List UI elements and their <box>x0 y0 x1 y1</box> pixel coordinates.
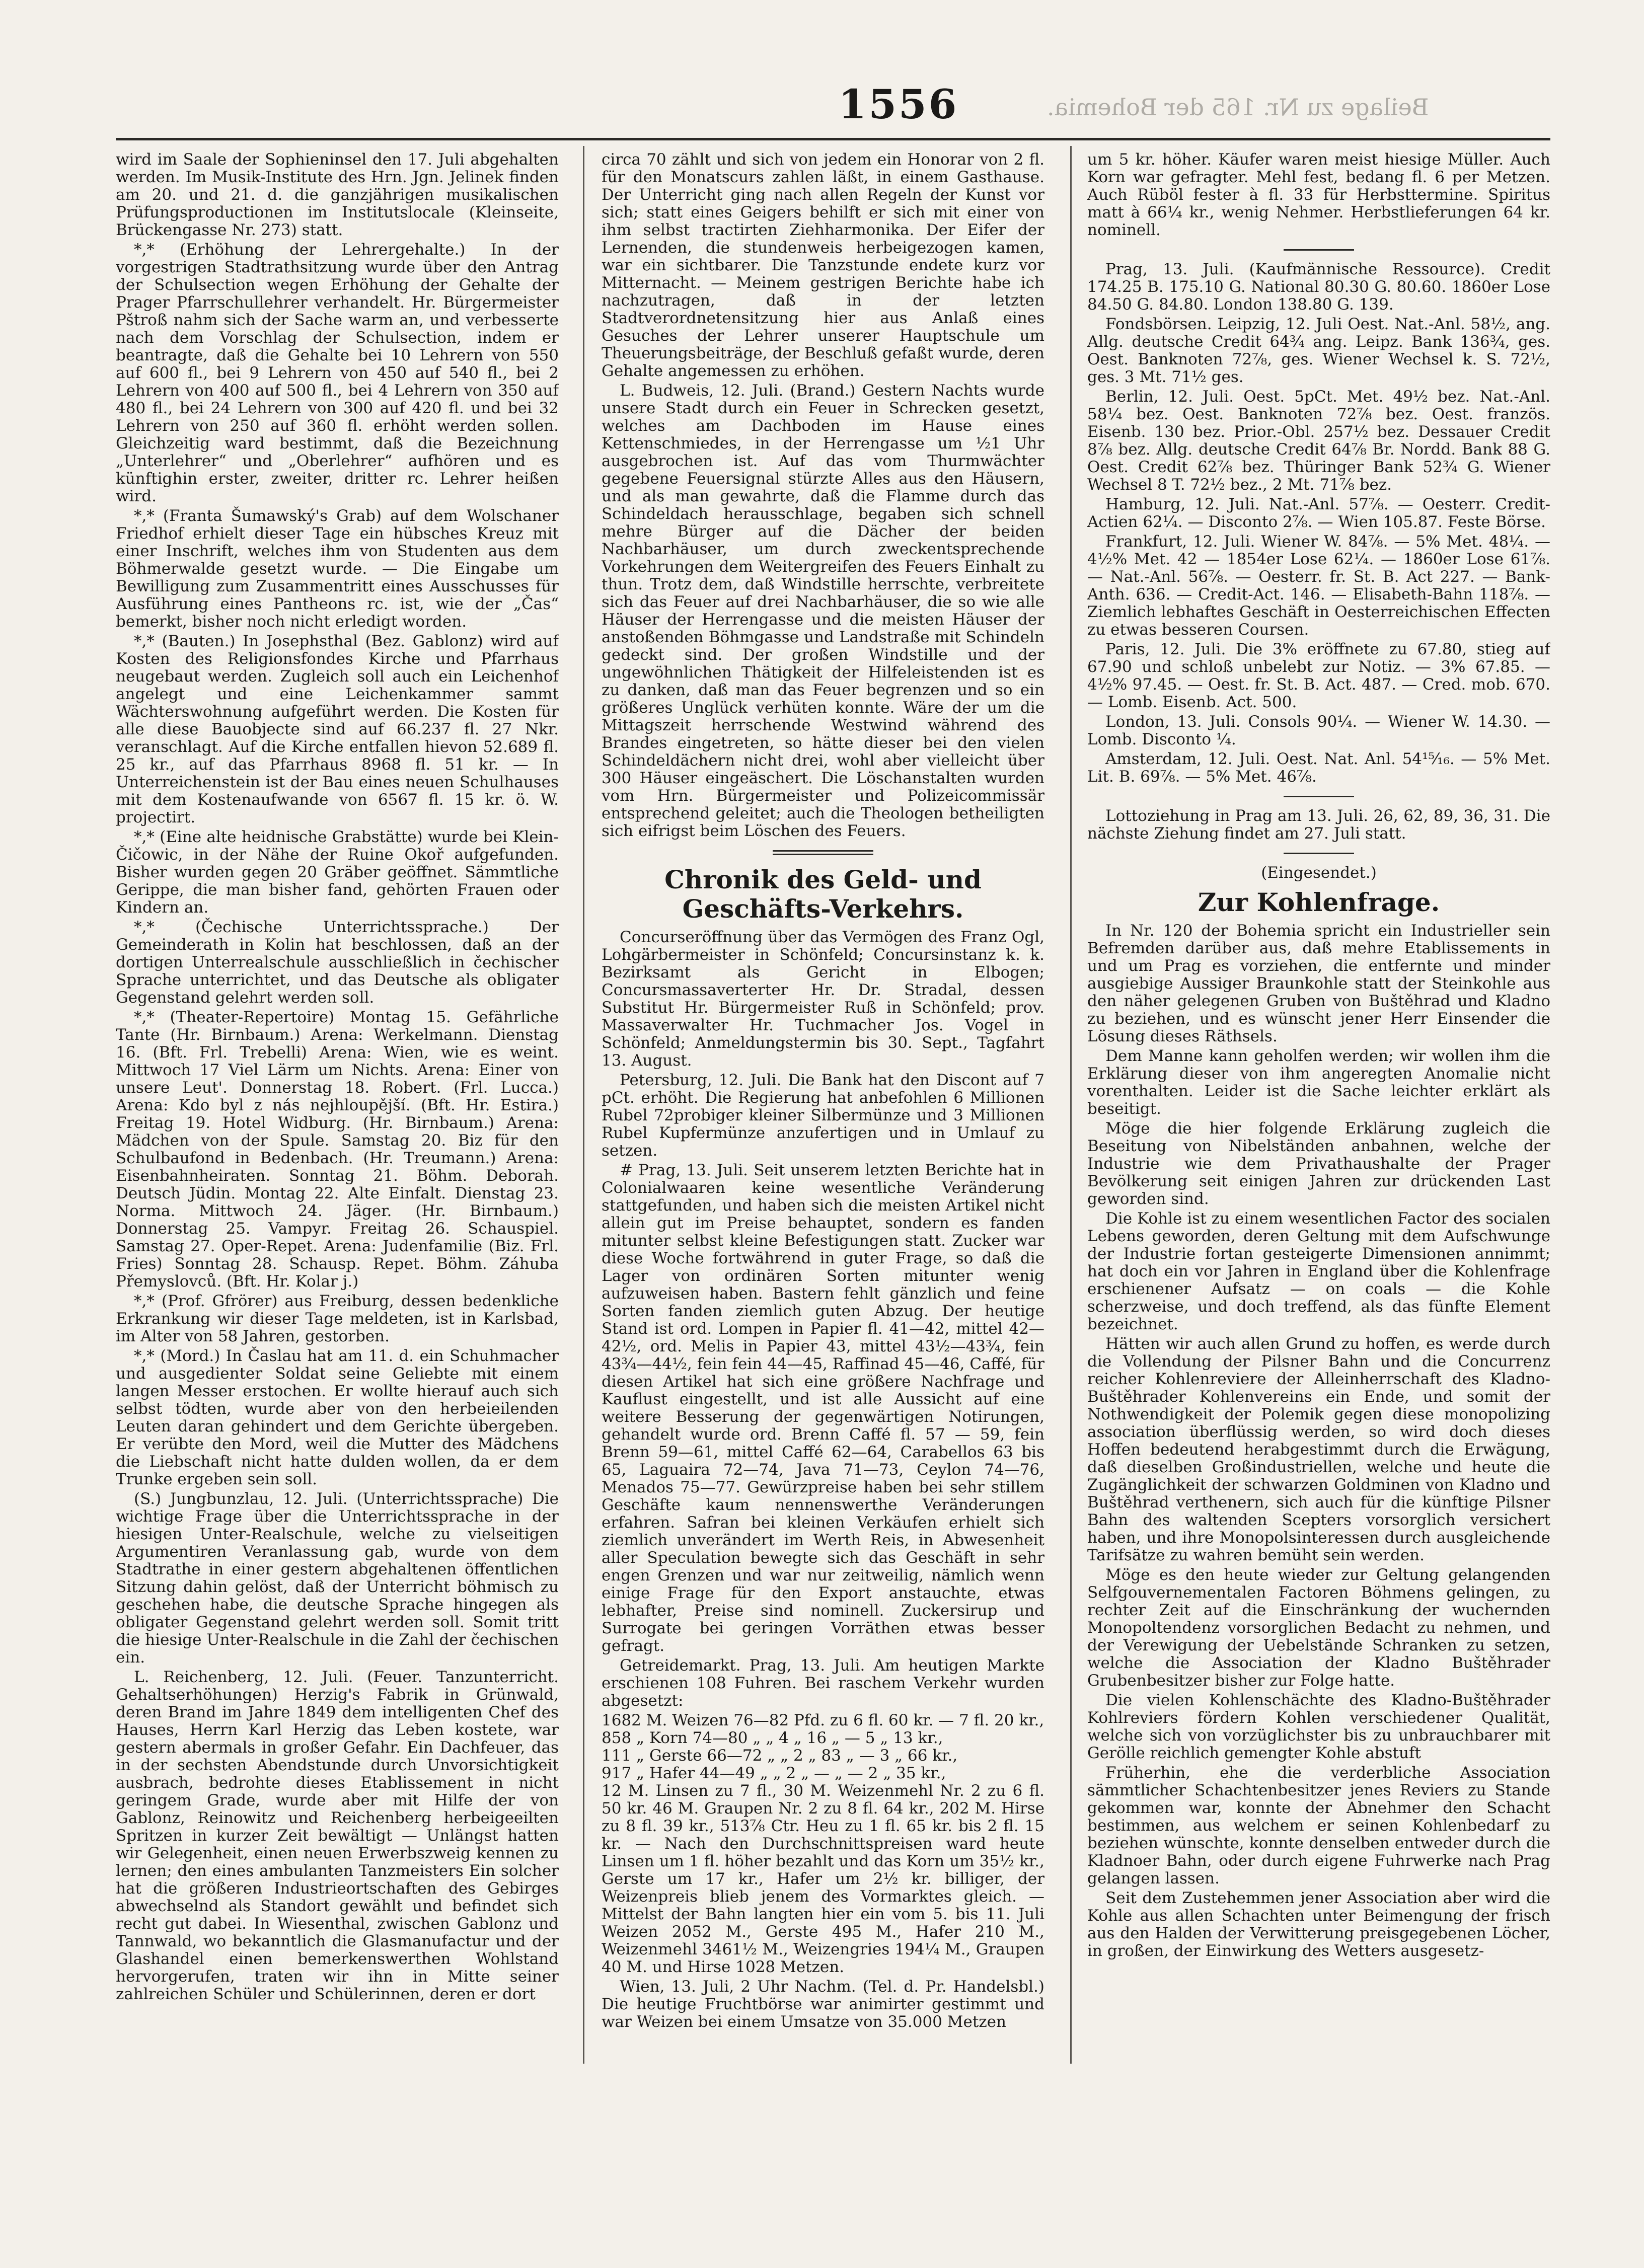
article-paragraph: *,* (Mord.) In Časlau hat am 11. d. ein Schuhmacher und ausgedienter Soldat seine Geliebte mit einem langen Messer erstochen. Er wollte hierauf auch sich selbst tödten, wurde aber von den herbeieilenden Leuten daran gehindert und dem Gerichte übergeben. Er verübte den Mord, weil die Mutter des Mädchens die Liebschaft nicht hatte dulden wollen, da er dem Trunke ergeben sein soll. <box>116 1347 559 1488</box>
article-paragraph: Amsterdam, 12. Juli. Oest. Nat. Anl. 54¹⁵⁄₁₆. — 5% Met. Lit. B. 69⅞. — 5% Met. 46⅞. <box>1087 750 1550 786</box>
article-paragraph: Möge die hier folgende Erklärung zugleich die Beseitung von Nibelständen anbahnen, welche der Industrie wie dem Privathaushalte der Prager Bevölkerung seit einigen Jahren zur drückenden Last geworden sind. <box>1087 1119 1550 1208</box>
grain-price-table <box>602 1712 1044 1782</box>
article-paragraph: *,* (Prof. Gfrörer) aus Freiburg, dessen bedenkliche Erkrankung wir dieser Tage meldeten, ist in Karlsbad, im Alter von 58 Jahren, gestorben. <box>116 1292 559 1345</box>
article-paragraph: Paris, 12. Juli. Die 3% eröffnete zu 67.80, stieg auf 67.90 und schloß unbelebt zur Notiz. — 3% 67.85. — 4½% 97.45. — Oest. fr. St. B. Act. 487. — Cred. mob. 670. — Lomb. Eisenb. Act. 500. <box>1087 640 1550 711</box>
article-paragraph: *,* (Bauten.) In Josephsthal (Bez. Gablonz) wird auf Kosten des Religionsfondes Kirche und Pfarrhaus neugebaut werden. Zugleich soll auch ein Leichenhof angelegt und eine Leichenkammer sammt Wächterswohnung aufgeführt werden. Die Kosten für alle diese Bauobjecte sind auf 66.237 fl. 27 Nkr. veranschlagt. Auf die Kirche entfallen hievon 52.689 fl. 25 kr., auf das Pfarrhaus 8968 fl. 51 kr. — In Unterreichenstein ist der Bau eines neuen Schulhauses mit dem Kostenaufwande von 6567 fl. 15 kr. ö. W. projectirt. <box>116 632 559 826</box>
page-header <box>116 75 1550 136</box>
article-paragraph: *,* (Eine alte heidnische Grabstätte) wurde bei Klein-Čičowic, in der Nähe der Ruine Okoř aufgefunden. Bisher wurden gegen 20 Gräber geöffnet. Sämmtliche Gerippe, die man bisher fand, gehörten Frauen oder Kindern an. <box>116 828 559 917</box>
article-paragraph: # Prag, 13. Juli. Seit unserem letzten Berichte hat in Colonialwaaren keine wesentliche Veränderung stattgefunden, und haben sich die meisten Artikel nicht allein gut im Preise behauptet, sondern es fanden mitunter selbst kleine Befestigungen statt. Zucker war diese Woche fortwährend in guter Frage, so daß die Lager von ordinären Sorten mitunter wenig aufzuweisen haben. Bastern fehlt gänzlich und feine Sorten fanden ziemlich guten Abzug. Der heutige Stand ist ord. Lompen in Papier fl. 41—42, mittel 42—42½, ord. Melis in Papier 43, mittel 43½—43¾, fein 43¾—44½, fein fein 44—45, Raffinad 45—46, Caffé, für diesen Artikel hat sich eine größere Nachfrage und Kauflust eingestellt, und ist alle Aussicht auf eine weitere Besserung der gegenwärtigen Notirungen, gehandelt wurde ord. Brenn Caffé fl. 57 — 59, fein Brenn 59—61, mittel Caffé 62—64, Carabellos 63 bis 65, Laguaira 72—74, Java 71—73, Ceylon 74—76, Menados 75—77. Gewürzpreise haben bei sehr stillem Geschäfte kaum nennenswerthe Veränderungen erfahren. Safran bei kleinen Verkäufen erhielt sich ziemlich unverändert im Werth Reis, in Abwesenheit aller Speculation bewegte sich das Geschäft in sehr engen Grenzen und war nur zeitweilig, nämlich wenn einige Frage für den Export anstauchte, etwas lebhafter, Preise sind nominell. Zuckersirup und Surrogate bei geringen Vorräthen etwas besser gefragt. <box>602 1161 1044 1655</box>
article-paragraph: (S.) Jungbunzlau, 12. Juli. (Unterrichtssprache) Die wichtige Frage über die Unterrichtssprache in der hiesigen Unter-Realschule, welche zu vielseitigen Argumentiren Veranlassung gab, wurde von dem Stadtrathe in einer gestern abgehaltenen öffentlichen Sitzung dahin gelöst, daß der Unterricht böhmisch zu geschehen habe, die deutsche Sprache hingegen als obligater Gegenstand gelehrt werden soll. Somit tritt die hiesige Unter-Realschule in die Zahl der čechischen ein. <box>116 1490 559 1667</box>
article-paragraph: Seit dem Zustehemmen jener Association aber wird die Kohle aus allen Schachten unter Beimengung der frisch aus den Halden der Verwitterung preisgegebenen Löcher, in großen, der Einwirkung des Wetters ausgesetz- <box>1087 1889 1550 1960</box>
article-paragraph: In Nr. 120 der Bohemia spricht ein Industrieller sein Befremden darüber aus, daß mehre Etablissements in und um Prag es vorziehen, die entfernte und minder ausgiebige Aussiger Braunkohle statt der Steinkohle aus den näher gelegenen Gruben von Buštěhrad und Kladno zu beziehen, und es wünscht jener Herr Einsender die Lösung dieses Räthsels. <box>1087 922 1550 1045</box>
page-number: 1556 <box>838 81 959 128</box>
article-paragraph: Fondsbörsen. Leipzig, 12. Juli Oest. Nat.-Anl. 58½, ang. Allg. deutsche Credit 64¾ ang. Leipz. Bank 136¾, ges. Oest. Banknoten 72⅞, ges. Wiener Wechsel k. S. 72½, ges. 3 Mt. 71½ ges. <box>1087 315 1550 386</box>
table-row: 917 „ Hafer 44—49 „ „ 2 „ — „ — 2 „ 35 kr., <box>602 1764 946 1782</box>
running-head-bleed-through: Beilage zu Nr. 165 der Bohemia. <box>1047 94 1429 121</box>
article-paragraph: Lottoziehung in Prag am 13. Juli. 26, 62, 89, 36, 31. Die nächste Ziehung findet am 27. Juli statt. <box>1087 807 1550 843</box>
table-row: 1682 M. Weizen 76—82 Pfd. zu 6 fl. 60 kr. — 7 fl. 20 kr., <box>602 1711 1044 1729</box>
article-title: Zur Kohlenfrage. <box>1198 887 1440 917</box>
article-paragraph: *,* (Erhöhung der Lehrergehalte.) In der vorgestrigen Stadtrathsitzung wurde über den Antrag der Schulsection wegen Erhöhung der Gehalte der Prager Pfarrschullehrer verhandelt. Hr. Bürgermeister Pštroß nahm sich der Sache warm an, und verbesserte nach dem Vorschlag der Schulsection, indem er beantragte, daß die Gehalte bei 10 Lehrern von 550 auf 600 fl., bei 9 Lehrern von 450 auf 540 fl., bei 2 Lehrern von 400 auf 500 fl., bei 4 Lehrern von 350 auf 480 fl., bei 24 Lehrern von 300 auf 420 fl. und bei 32 Lehrern von 250 auf 360 fl. erhöht werden sollen. Gleichzeitig ward bestimmt, daß die Bezeichnung „Unterlehrer“ und „Oberlehrer“ aufhören und es künftighin erster, zweiter, dritter rc. Lehrer heißen wird. <box>116 241 559 505</box>
section-divider <box>1284 796 1354 797</box>
article-paragraph: Die Kohle ist zu einem wesentlichen Factor des socialen Lebens geworden, deren Geltung mit dem Aufschwunge der Industrie fortan gesteigerte Dimensionen annimmt; hat doch ein vor Jahren in England über die Kohlenfrage erschienener Aufsatz — on coals — die Kohle scherzweise, und doch treffend, als das fünfte Element bezeichnet. <box>1087 1209 1550 1333</box>
article-paragraph: *,* (Theater-Repertoire) Montag 15. Gefährliche Tante (Hr. Birnbaum.) Arena: Werkelmann. Dienstag 16. (Bft. Frl. Trebelli) Arena: Wien, wie es weint. Mittwoch 17 Viel Lärm um Nichts. Arena: Einer von unsere Leut'. Donnerstag 18. Robert. (Frl. Lucca.) Arena: Kdo byl z nás nejhloupější. (Bft. Hr. Estira.) Freitag 19. Hotel Widburg. (Hr. Birnbaum.) Arena: Mädchen von der Spule. Samstag 20. Biz für den Schulbaufond in Bedenbach. (Hr. Treumann.) Arena: Eisenbahnheiraten. Sonntag 21. Böhm. Deborah. Deutsch Jüdin. Montag 22. Alte Einfalt. Dienstag 23. Norma. Mittwoch 24. Jäger. (Hr. Birnbaum.) Donnerstag 25. Vampyr. Freitag 26. Schauspiel. Samstag 27. Oper-Repet. Arena: Judenfamilie (Biz. Frl. Fries) Sonntag 28. Schausp. Repet. Böhm. Záhuba Přemyslovců. (Bft. Hr. Kolar j.) <box>116 1008 559 1291</box>
column-3 <box>1087 151 1550 2215</box>
article-paragraph: Die vielen Kohlenschächte des Kladno-Buštěhrader Kohlreviers fördern Kohlen verschiedener Qualität, welche sich von vorzüglichster bis zu unbrauchbarer mit Gerölle reichlich gemengter Kohle abstuft <box>1087 1691 1550 1762</box>
section-divider <box>1284 853 1354 854</box>
article-paragraph: Früherhin, ehe die verderbliche Association sämmtlicher Schachtenbesitzer jenes Reviers zu Stande gekommen war, konnte der Abnehmer den Schacht bestimmen, aus welchem er seinen Kohlenbedarf zu beziehen wünschte, konnte denselben entweder durch die Kladnoer Bahn, oder durch eigene Fuhrwerke nach Prag gelangen lassen. <box>1087 1764 1550 1887</box>
submitted-note: (Eingesendet.) <box>1261 864 1377 882</box>
article-paragraph: Getreidemarkt. Prag, 13. Juli. Am heutigen Markte erschienen 108 Fuhren. Bei raschem Verkehr wurden abgesetzt: <box>602 1656 1044 1710</box>
section-title: Chronik des Geld- und Geschäfts-Verkehrs. <box>664 865 982 924</box>
article-paragraph: 12 M. Linsen zu 7 fl., 30 M. Weizenmehl Nr. 2 zu 6 fl. 50 kr. 46 M. Graupen Nr. 2 zu 8 fl. 64 kr., 202 M. Hirse zu 8 fl. 39 kr., 513⅞ Ctr. Heu zu 1 fl. 65 kr. bis 2 fl. 15 kr. — Nach den Durchschnittspreisen ward heute Linsen um 1 fl. höher bezahlt und das Korn um 35½ kr., Gerste um 17 kr., Hafer um 2½ kr. billiger, der Weizenpreis blieb jenem des Vormarktes gleich. — Mittelst der Bahn langten hier ein vom 5. bis 11. Juli Weizen 2052 M., Gerste 495 M., Hafer 210 M., Weizenmehl 3461½ M., Weizengries 194¼ M., Graupen 40 M. und Hirse 1028 Metzen. <box>602 1782 1044 1976</box>
column-divider-1 <box>583 146 584 2064</box>
column-2 <box>602 151 1044 2215</box>
article-paragraph: Möge es den heute wieder zur Geltung gelangenden Selfgouvernementalen Factoren Böhmens gelingen, zu rechter Zeit auf die Einschränkung der wuchernden Monopoltendenz vorsorglichen Bedacht zu nehmen, und der Verewigung der Uebelstände Schranken zu setzen, welche die Association der Kladno Buštěhrader Grubenbesitzer bisher zur Folge hatte. <box>1087 1566 1550 1690</box>
section-divider <box>773 850 873 855</box>
article-paragraph: Frankfurt, 12. Juli. Wiener W. 84⅞. — 5% Met. 48¼. — 4½% Met. 42 — 1854er Lose 62¼. — 1860er Lose 61⅞. — Nat.-Anl. 56⅞. — Oesterr. fr. St. B. Act 227. — Bank-Anth. 636. — Credit-Act. 146. — Elisabeth-Bahn 118⅞. — Ziemlich lebhaftes Geschäft in Oesterreichischen Effecten zu etwas besseren Coursen. <box>1087 533 1550 639</box>
article-paragraph: Berlin, 12. Juli. Oest. 5pCt. Met. 49½ bez. Nat.-Anl. 58¼ bez. Oest. Banknoten 72⅞ bez. Oest. französ. Eisenb. 130 bez. Prior.-Obl. 257½ bez. Dessauer Credit 8⅞ bez. Allg. deutsche Credit 64⅞ Br. Nordd. Bank 88 G. Oest. Credit 62⅞ bez. Thüringer Bank 52¾ G. Wiener Wechsel 8 T. 72½ bez., 2 Mt. 71⅞ bez. <box>1087 388 1550 494</box>
article-paragraph: Prag, 13. Juli. (Kaufmännische Ressource). Credit 174.25 B. 175.10 G. National 80.30 G. 80.60. 1860er Lose 84.50 G. 84.80. London 138.80 G. 139. <box>1087 260 1550 314</box>
article-paragraph: *,* (Franta Šumawský's Grab) auf dem Wolschaner Friedhof erhielt dieser Tage ein hübsches Kreuz mit einer Inschrift, welches ihm von Studenten aus dem Böhmerwalde gesetzt wurde. — Die Eingabe um Bewilligung zum Zusammentritt eines Ausschusses für Ausführung eines Pantheons rc. ist, wie der „Čas“ bemerkt, bisher noch nicht erledigt worden. <box>116 507 559 631</box>
column-1 <box>116 151 559 2215</box>
article-paragraph: Petersburg, 12. Juli. Die Bank hat den Discont auf 7 pCt. erhöht. Die Regierung hat anbefohlen 6 Millionen Rubel 72probiger kleiner Silbermünze und 3 Millionen Rubel Kupfermünze anzufertigen und in Umlauf zu setzen. <box>602 1071 1044 1160</box>
article-paragraph: wird im Saale der Sophieninsel den 17. Juli abgehalten werden. Im Musik-Institute des Hrn. Jgn. Jelinek finden am 20. und 21. d. die ganzjährigen musikalischen Prüfungsproductionen im Institutslocale (Kleinseite, Brückengasse Nr. 273) statt. <box>116 151 559 239</box>
header-rule <box>116 138 1550 140</box>
article-paragraph: Concurseröffnung über das Vermögen des Franz Ogl, Lohgärbermeister in Schönfeld; Concursinstanz k. k. Bezirksamt als Gericht in Elbogen; Concursmassaverterter Hr. Dr. Stradal, dessen Substitut Hr. Bürgermeister Ruß in Schönfeld; prov. Massaverwalter Hr. Tuchmacher Jos. Vogel in Schönfeld; Anmeldungstermin bis 30. Sept., Tagfahrt 13. August. <box>602 928 1044 1070</box>
column-divider-2 <box>1070 146 1072 2064</box>
article-paragraph: L. Reichenberg, 12. Juli. (Feuer. Tanzunterricht. Gehaltserhöhungen) Herzig's Fabrik in Grünwald, deren Brand im Jahre 1849 dem intelligenten Chef des Hauses, Herrn Karl Herzig das Leben kostete, war gestern abermals in großer Gefahr. Ein Dachfeuer, das in der sechsten Abendstunde durch Unvorsichtigkeit ausbrach, bedrohte dieses Etablissement in nicht geringem Grade, wurde aber mit Hilfe der von Gablonz, Reinowitz und Reichenberg herbeigeeilten Spritzen in kurzer Zeit bewältigt — Unlängst hatten wir Gelegenheit, einen neuen Erwerbszweig kennen zu lernen; den eines ambulanten Tanzmeisters Ein solcher hat die größeren Industrieortschaften des Gebirges abwechselnd als Standort gewählt und befindet sich recht gut dabei. In Wiesenthal, zwischen Gablonz und Tannwald, wo bekanntlich die Glasmanufactur und der Glashandel einen bemerkenswerthen Wohlstand hervorgerufen, traten wir ihn in Mitte seiner zahlreichen Schüler und Schülerinnen, deren er dort <box>116 1668 559 2003</box>
article-paragraph: Wien, 13. Juli, 2 Uhr Nachm. (Tel. d. Pr. Handelsbl.) Die heutige Fruchtbörse war animirter gestimmt und war Weizen bei einem Umsatze von 35.000 Metzen <box>602 1978 1044 2031</box>
article-paragraph: L. Budweis, 12. Juli. (Brand.) Gestern Nachts wurde unsere Stadt durch ein Feuer in Schrecken gesetzt, welches am Dachboden im Hause eines Kettenschmiedes, in der Herrengasse um ½1 Uhr ausgebrochen ist. Auf das vom Thurmwächter gegebene Feuersignal stürzte Alles aus den Häusern, und als man gewahrte, daß die Flamme durch das Schindeldach herausschlage, begaben sich schnell mehre Bürger auf die Dächer der beiden Nachbarhäuser, um durch zweckentsprechende Vorkehrungen dem Weitergreifen des Feuers Einhalt zu thun. Trotz dem, daß Windstille herrschte, verbreitete sich das Feuer auf drei Nachbarhäuser, die so wie alle Häuser der Herrengasse und die meisten Häuser der anstoßenden Böhmgasse und Landstraße mit Schindeln gedeckt sind. Der großen Windstille und der ungewöhnlichen Thätigkeit der Hilfeleistenden ist es zu danken, daß man das Feuer begrenzen und so ein größeres Unglück verhüten konnte. Wäre der um die Mittagszeit herrschende Westwind während des Brandes eingetreten, so hätte dieser bei den vielen Schindeldächern nicht drei, wohl aber vielleicht über 300 Häuser eingeäschert. Die Löschanstalten wurden vom Hrn. Bürgermeister und Polizeicommissär entsprechend geleitet; auch die Theologen betheiligten sich eifrigst beim Löschen des Feuers. <box>602 382 1044 840</box>
article-paragraph: *,* (Čechische Unterrichtssprache.) Der Gemeinderath in Kolin hat beschlossen, daß an der dortigen Unterrealschule ausschließlich in čechischer Sprache unterrichtet, und das Deutsche als obligater Gegenstand gelehrt werden soll. <box>116 918 559 1007</box>
article-paragraph: London, 13. Juli. Consols 90¼. — Wiener W. 14.30. — Lomb. Disconto ¼. <box>1087 713 1550 748</box>
article-paragraph: um 5 kr. höher. Käufer waren meist hiesige Müller. Auch Korn war gefragter. Mehl fest, bedang fl. 6 per Metzen. Auch Rüböl fester à fl. 33 für Herbsttermine. Spiritus matt à 66¼ kr., wenig Nehmer. Herbstlieferungen 64 kr. nominell. <box>1087 151 1550 239</box>
article-paragraph: circa 70 zählt und sich von jedem ein Honorar von 2 fl. für den Monatscurs zahlen läßt, in einem Gasthause. Der Unterricht ging nach allen Regeln der Kunst vor sich; statt eines Geigers behilft er sich mit einer von ihm selbst tractirten Ziehharmonika. Der Eifer der Lernenden, die stundenweis herbeigezogen kamen, war ein sichtbarer. Die Tanzstunde endete kurz vor Mitternacht. — Meinem gestrigen Berichte habe ich nachzutragen, daß in der letzten Stadtverordnetensitzung hier aus Anlaß eines Gesuches der Lehrer unserer Hauptschule um Theuerungsbeiträge, der Beschluß gefaßt wurde, deren Gehalte angemessen zu erhöhen. <box>602 151 1044 380</box>
article-paragraph: Hamburg, 12. Juli. Nat.-Anl. 57⅞. — Oesterr. Credit-Actien 62¼. — Disconto 2⅞. — Wien 105.87. Feste Börse. <box>1087 495 1550 531</box>
article-paragraph: Dem Manne kann geholfen werden; wir wollen ihm die Erklärung dieser von ihm angeregten Anomalie nicht vorenthalten. Leider ist die Sache leichter erklärt als beseitigt. <box>1087 1047 1550 1118</box>
table-row: 111 „ Gerste 66—72 „ „ 2 „ 83 „ — 3 „ 66 kr., <box>602 1747 958 1765</box>
table-row: 858 „ Korn 74—80 „ „ 4 „ 16 „ — 5 „ 13 kr., <box>602 1729 943 1747</box>
article-paragraph: Hätten wir auch allen Grund zu hoffen, es werde durch die Vollendung der Pilsner Bahn und die Concurrenz reicher Kohlenreviere der Alleinherrschaft des Kladno-Buštěhrader Kohlenvereins ein Ende, und somit der Nothwendigkeit der Polemik gegen diese monopolizing association überflüssig werden, so wird doch dieses Hoffen bedeutend herabgestimmt durch die Erwägung, daß dieselben Großindustriellen, welche und heute die Zugänglichkeit der schwarzen Goldminen von Kladno und Buštěhrad verthenern, sich auch für die künftige Pilsner Bahn des waltenden Scepters vorsorglich versichert haben, und ihre Monopolsinteressen durch ausgleichende Tarifsätze zu wahren bemüht sein werden. <box>1087 1335 1550 1564</box>
section-divider <box>1284 249 1354 251</box>
